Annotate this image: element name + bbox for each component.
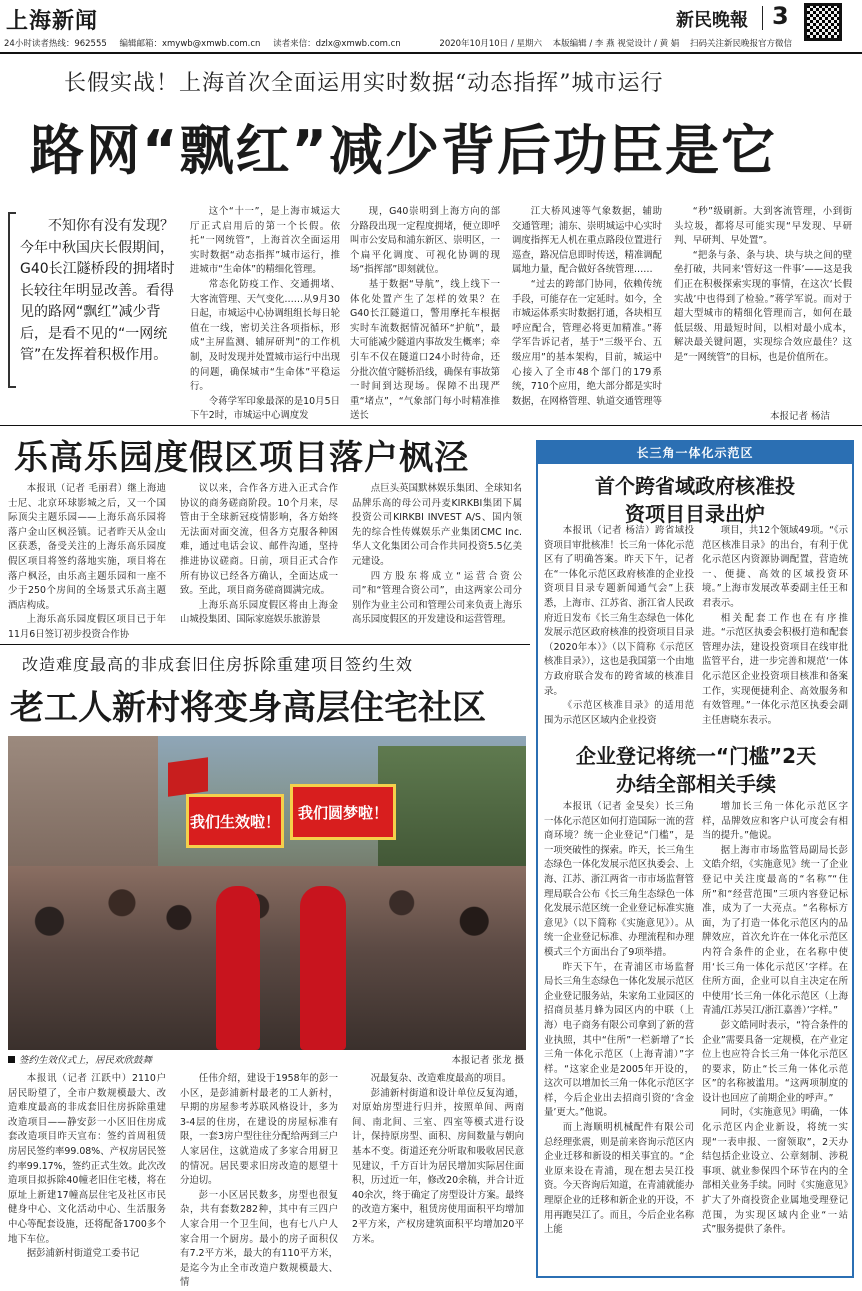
paragraph: 据上海市市场监管局副局长彭文皓介绍，《实施意见》统一了企业登记中关注度最高的“名称”“住所”和“经营范围”三项内容登记标准，成为了一大亮点。“名称标方面，为了打造一体化示范区内的品牌效应，首次允许在一体化示范区内符合条件的企业，在名称中使用‘长三角一体化示范区’字样。在住所方面，企业可以自主决定在所中使用‘长三角一体化示范区（上海青浦/江苏吴江/浙江嘉善）’字样。”	[702, 844, 848, 1017]
housing-headline: 老工人新村将变身高层住宅社区	[10, 688, 486, 728]
masthead-divider	[762, 6, 763, 30]
paragraph: “秒”级刷新。大到客流管理，小到街头垃圾，都将尽可能实现“早发现、早研判、早研判、早处置”。	[674, 206, 852, 247]
paragraph: 常态化防疫工作、交通拥堵、大客流管理、天气变化……从9月30日起，市城运中心协调组组长每日轮值在一线，密切关注各项指标，形成“主屏监测、辅屏研判”的工作机制，及时发现并处置城市运行中出现的问题，确保城市“生命体”平稳运行。	[190, 278, 341, 393]
paragraph: 议以来，合作各方进入正式合作协议的商务磋商阶段。10个月来，尽管由于全球新冠疫情影响，各方始终无法面对面交流，但各方克服各种困难，通过电话会议、邮件沟通，坚持推进协议磋商。日前，项目正式合作所有协议已经各方确认，全面达成一致。至此，项目商务磋商圆满完成。	[180, 483, 338, 597]
resort-column-3	[352, 482, 522, 642]
date-line: 2020年10月10日 / 星期六	[439, 39, 542, 49]
dancer-right	[300, 886, 346, 1050]
housing-column-2	[180, 1072, 338, 1289]
paragraph: 上海乐高乐园度假区将由上海金山城投集团、国际家庭娱乐旅游景	[180, 599, 338, 626]
paragraph: “过去的跨部门协同，依赖传统手段，可能存在一定延时。如今，全市城运体系实时数据打通，各块相互呼应配合，管理必将更加精准。”蒋学军告诉记者，基于“三级平台、五级应用”的基本架构，目前，城运中心接入了全市48个部门的179系统，710个应用，绝大部分都是实时数据，在网格管理、轨道交通管理等	[512, 278, 663, 407]
lead-intro: 不知你有没有发现？今年中秋国庆长假期间，G40长江隧桥段的拥堵时长较往年明显改善。看得见的路网“飘红”减少背后，是看不见的“一网统管”在发挥着积极作用。	[20, 218, 175, 363]
scan-hint: 扫码关注新民晚报官方微信	[690, 39, 793, 49]
lead-intro-bracket	[8, 212, 16, 388]
paragraph: 同时，《实施意见》明确，一体化示范区内企业新设，将统一实现“一表申报、一窗领取”，2天办结包括企业设立、公章刻制、涉税事项、就业参保四个环节在内的全部相关业务手续。同时《实施意见》扩大了外商投资企业属地受理登记范围，为实现区域内企业“一站式”服务提供了条件。	[702, 1107, 848, 1236]
paragraph: 彭文皓同时表示，“符合条件的企业”需要具备一定规模，在产业定位上也应符合长三角一体化示范区的要求，防止“长三角一体化示范区”的名称被滥用。“这两项制度的设计也回应了前期企业的呼声。”	[702, 1019, 848, 1104]
paper-name: 新民晚報	[676, 10, 748, 31]
section-title: 上海新闻	[6, 9, 99, 34]
delta-story2-column-2	[702, 800, 848, 1272]
paragraph: 任伟介绍，建设于1958年的彭一小区，是彭浦新村最老的工人新村，早期的房屋参考苏联风格设计，多为3-4层的住房，在建设的房屋标准有限，一套3房户型往往分配给两到三户人家居住，这就造成了多家合用厨卫的情况。居民要求旧房改造的愿望十分迫切。	[180, 1073, 338, 1187]
masthead-rule	[0, 52, 862, 54]
caption-marker-icon	[8, 1056, 15, 1063]
page-number: 3	[772, 2, 789, 30]
lead-column-2	[350, 205, 500, 423]
paragraph: 令蒋学军印象最深的是10月5日下午2时，市城运中心调度发	[190, 395, 340, 422]
paragraph: 据彭浦新村街道党工委书记	[26, 1248, 140, 1260]
paragraph: 基于数据“导航”，线上线下一体化处置产生了怎样的效果？在G40长江隧道口，警用摩托车根据实时车流数据情况循环“护航”，最大可能减少隧道内事故发生概率；牵引车不仅在隧道口24小时待命，还分批次值守隧桥沿线，确保有事故第一时间到达现场。保障不出现严重“堵点”，“气象部门每小时精准推送长	[350, 278, 501, 422]
resort-column-1	[8, 482, 166, 642]
paragraph: 江大桥风速等气象数据，辅助交通管理；浦东、崇明城运中心实时调度指挥无人机在重点路段位置进行巡查，路况信息即时传送，精准调配属地力量，配合做好各统管理……	[512, 206, 663, 276]
paragraph: 而上海顺明机械配件有限公司总经理张震，则是前来咨询示范区内企业迁移和新设的相关事宜的。“企业原来设在青浦，现在想去吴江投资。今天咨询后知道，在青浦就能办理原企业的迁移和新企业的开设，不用再跑吴江了。而且，今后企业名称上能	[544, 1122, 695, 1236]
paragraph: 彭一小区居民数多，房型也很复杂，共有套数282种，其中有三四户人家合用一个卫生间，也有七八户人家合用一个厨房。最小的房子面积仅有7.2平方米，最大的有110平方米，是迄今为止全市改造户数规模最大、情	[180, 1189, 338, 1289]
resort-headline: 乐高乐园度假区项目落户枫泾	[14, 438, 469, 478]
delta-story2-headline: 企业登记将统一“门槛”2天办结全部相关手续	[575, 744, 817, 796]
lead-column-3	[512, 205, 662, 423]
lead-column-4	[674, 205, 852, 405]
paragraph: 本报讯（记者 江跃中）2110户居民盼望了，全市户数规模最大、改造难度最高的非成套旧住房拆除重建改造项目——静安彭一小区旧住房成套改造项目昨天宣布：签约首周租赁房居民签约率99.08%、产权房居民签约率99.17%，签约正式生效。此次改造项目拟拆除40幢老旧住宅楼，将在原址上新建17幢高层住宅及社区市民健身中心、文化活动中心、生活服务中心等配套设施，还将配备1700多个地下车位。	[8, 1073, 166, 1245]
lead-column-1	[190, 205, 340, 423]
staff-line: 本版编辑 / 李 燕 视觉设计 / 黄 娟	[552, 39, 680, 49]
paragraph: 本报讯（记者 金旻矣）长三角一体化示范区如何打造国际一流的营商环境？统一企业登记“门槛”，是一项突破性的探索。昨天，长三角生态绿色一体化发展示范区执委会、上海、江苏、浙江两省一市市场监督管理局联合公布《长三角生态绿色一体化发展示范区统一企业登记标准实施意见》（以下简称《实施意见》）。从统一企业登记标准、办理流程和办理模式三个方面出台了9项举措。	[544, 801, 695, 958]
paragraph: “把条与条、条与块、块与块之间的壁垒打破，共同来‘管好这一件事’——这是我们正在积极探索实现的事情，在这次‘长假实战’中也得到了检验。”蒋学军说。而对于超大型城市的精细化管理而言，如何在最低层级、用最短时间，以相对最小成本，解决最关键问题，实现综合效应最佳？这是“一网统管”的目标，也是价值所在。	[674, 249, 852, 363]
paragraph: 相关配套工作也在有序推进。“示范区执委会积极打造和配套管理办法，建设投资项目在线审批监管平台，进一步完善和规范‘一体化示范区企业投资项目核准和备案工作，实现便捷利企、高效服务和有效管理。”一体化示范区执委会副主任唐晓东表示。	[702, 612, 848, 726]
paragraph: 本报讯（记者 毛丽君）继上海迪士尼、北京环球影城之后，又一个国际顶尖主题乐园——上海乐高乐园将落户金山区枫泾镇。记者昨天从金山区获悉，备受关注的上海乐高乐园度假区项目将签约落地实施，项目将在落户枫泾，由乐高主题乐园和一座不少于250个房间的全场景式乐高主题酒店构成。	[8, 483, 166, 611]
photo-credit: 本报记者 张龙 摄	[451, 1055, 524, 1066]
banner-left	[186, 794, 284, 848]
housing-kicker: 改造难度最高的非成套旧住房拆除重建项目签约生效	[22, 655, 414, 674]
paragraph: 彭浦新村街道和设计单位反复沟通，对原始房型进行归并，按照单间、两南间、南北间、三室、四室等模式进行设计，保持原房型、面积、房间数量与朝向基本不变。街道还充分听取和吸收居民意见建议，千方百计为居民增加实际居住面积，历过近一年，修改20余稿，并合计近40余次，终于确定了房型设计方案。最终的改造方案中，租赁房使用面积平均增加2平方米，产权房建筑面积平均增加20平方米。	[352, 1087, 524, 1245]
resort-bottom-rule	[0, 644, 530, 645]
banner-left-text: 我们生效啦！	[189, 812, 280, 831]
masthead	[0, 0, 862, 36]
delta-story2-column-1	[544, 800, 694, 1272]
paragraph: 增加长三角一体化示范区字样，品牌效应和客户认可度会有相当的提升。”他说。	[702, 801, 848, 842]
building-right	[378, 746, 526, 886]
paragraph: 昨天下午，在青浦区市场监督局长三角生态绿色一体化发展示范区企业登记服务站，朱家角工业园区的招商员基月蜂为园区内的中联（上海）电子商务有限公司拿到了新的营业执照，其中“住所”一栏新增了“长三角一体化示范区（上海青浦）”字样。“这家企业是2005年开设的，这次可以增加长三角一体化示范区字样，今后企业出去招商引资的‘含金量’更大。”他说。	[544, 961, 695, 1119]
paragraph: 上海乐高乐园度假区项目已于年11月6日签订初步投资合作协	[8, 614, 166, 640]
housing-column-3	[352, 1072, 524, 1276]
red-flag	[168, 757, 208, 797]
hotline: 24小时读者热线：962555	[4, 39, 107, 49]
delta-banner	[538, 442, 852, 464]
lead-bottom-rule	[0, 425, 862, 426]
banner-right-text: 我们圆梦啦！	[297, 803, 388, 822]
delta-story1-headline: 首个跨省域政府核准投资项目目录出炉	[595, 474, 795, 526]
photo-caption: 签约生效仪式上，居民欢欣鼓舞	[19, 1055, 153, 1066]
lead-headline: 路网“飘红”减少背后功臣是它	[30, 119, 777, 182]
qr-code-icon[interactable]	[804, 3, 842, 41]
resort-column-2	[180, 482, 338, 642]
editor-email-link[interactable]: xmywb@xmwb.com.cn	[161, 39, 261, 49]
paragraph: 况最复杂、改造难度最高的项目。	[370, 1073, 512, 1084]
delta-story1-column-1	[544, 524, 694, 734]
paragraph: 本报讯（记者 杨洁）跨省域投资项目审批核准！长三角一体化示范区有了明确答案。昨天下午，记者在“一体化示范区政府核准的企业投资项目目录专题新闻通气会”上获悉，上海市、江苏省、浙江省人民政府近日发布《长三角生态绿色一体化发展示范区政府核准的投资项目目录（2020年本）》（以下简称《示范区核准目录》），这也是我国第一个由地方政府联合发布的跨省域的核准目录。	[544, 525, 695, 697]
paragraph: 点巨头英国默林娱乐集团、全球知名品牌乐高的母公司丹麦KIRKBI集团下属投资公司KIRKBI INVEST A/S、国内领先的综合性传媒娱乐产业集团CMC Inc.华人文化集团公司合作共同投资5.5亿美元建设。	[352, 483, 522, 567]
dancer-left	[216, 886, 260, 1050]
delta-banner-text: 长三角一体化示范区	[636, 446, 754, 460]
editor-email-label: 编辑邮箱：	[119, 39, 162, 49]
photo-caption-row	[8, 1052, 526, 1066]
housing-column-1	[8, 1072, 166, 1276]
paragraph: 项目，共12个领域49项。“《示范区核准目录》的出台，有利于优化示范区内资源协调配置，营造统一、便捷、高效的区域投资环境。”上海市发展改革委副主任王和君表示。	[702, 525, 848, 609]
banner-right	[290, 784, 396, 840]
lead-byline: 本报记者 杨洁	[770, 411, 831, 422]
reader-email-label: 读者来信：	[273, 39, 316, 49]
paragraph: 现，G40崇明到上海方向的部分路段出现一定程度拥堵，便立即呼叫市公安局和浦东新区、崇明区，一个扁平化调度、可视化协调的现场“指挥部”即刻就位。	[350, 206, 501, 276]
delta-story1-column-2	[702, 524, 848, 734]
reader-email-link[interactable]: dzlx@xmwb.com.cn	[315, 39, 401, 49]
lead-kicker: 长假实战！上海首次全面运用实时数据“动态指挥”城市运行	[64, 71, 664, 96]
housing-photo	[8, 736, 526, 1050]
masthead-subline	[4, 37, 800, 51]
paragraph: 《示范区核准目录》的适用范围为示范区区域内企业投资	[544, 700, 694, 726]
paragraph: 这个“十一”，是上海市城运大厅正式启用后的第一个长假。依托“一网统管”，上海首次全面运用实时数据“动态指挥”城市运行，推进城市“生命体”的精细化管理。	[190, 206, 340, 276]
crowd	[8, 866, 526, 1050]
paragraph: 四方股东将成立“运营合资公司”和“管理合资公司”，由这两家公司分别作为业主公司和管理公司来负责上海乐高乐园度假区的开发建设和运营管理。	[352, 570, 522, 626]
